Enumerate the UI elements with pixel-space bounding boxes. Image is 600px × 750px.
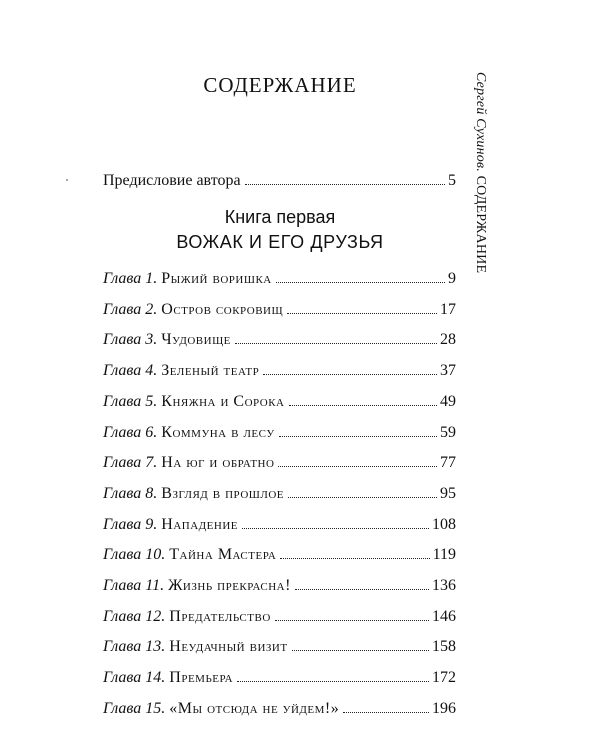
toc-entry-page: 37 — [440, 362, 456, 380]
chapter-title: На юг и обратно — [161, 454, 275, 472]
toc-entry-label — [103, 638, 288, 656]
chapter-number: Глава 6. — [103, 423, 158, 441]
leader-dots — [289, 405, 438, 406]
leader-dots — [242, 528, 429, 529]
toc-entry-label — [103, 331, 231, 349]
toc-entry-chapter[interactable] — [103, 577, 456, 595]
leader-dots — [276, 282, 445, 283]
print-mark — [66, 179, 68, 181]
toc-entry-page: 59 — [440, 423, 456, 441]
leader-dots — [292, 650, 429, 651]
running-head-section: СОДЕРЖАНИЕ — [473, 175, 488, 274]
leader-dots — [343, 712, 429, 713]
toc-entry-page: 17 — [440, 300, 456, 318]
toc-entry-label — [103, 608, 271, 626]
toc-entry-page: 95 — [440, 484, 456, 502]
page-title: СОДЕРЖАНИЕ — [203, 73, 357, 97]
chapter-number: Глава 13. — [103, 638, 166, 656]
toc-entry-chapter[interactable] — [103, 516, 456, 534]
chapter-number: Глава 8. — [103, 484, 158, 502]
toc-entry-chapter[interactable] — [103, 546, 456, 564]
toc-entry-page: 77 — [440, 454, 456, 472]
chapter-title: Премьера — [169, 669, 234, 687]
toc-entry-page: 119 — [432, 546, 456, 564]
toc-entry-page: 108 — [432, 515, 456, 533]
chapter-title: Нападение — [161, 515, 238, 533]
chapter-title: Неудачный визит — [169, 638, 288, 656]
toc-entry-label — [103, 424, 275, 442]
chapter-number: Глава 4. — [103, 362, 158, 380]
leader-dots — [235, 343, 437, 344]
leader-dots — [275, 620, 429, 621]
toc-entry-chapter[interactable] — [103, 362, 456, 380]
chapter-number: Глава 12. — [103, 607, 166, 625]
toc-entry-page: 5 — [448, 172, 456, 189]
toc-entry-label — [103, 270, 272, 288]
toc-entry-label — [103, 546, 276, 564]
toc-entry-chapter[interactable] — [103, 608, 456, 626]
toc-entry-chapter[interactable] — [103, 331, 456, 349]
toc-entry-page: 196 — [432, 699, 456, 717]
toc-entry-chapter[interactable] — [103, 393, 456, 411]
chapter-number: Глава 5. — [103, 392, 158, 410]
chapter-title: Тайна Мастера — [169, 546, 277, 564]
chapter-title: Зеленый театр — [161, 362, 260, 380]
chapter-number: Глава 2. — [103, 300, 158, 318]
toc-entry-label — [103, 700, 339, 718]
chapter-title: Взгляд в прошлое — [161, 484, 284, 502]
chapter-number: Глава 10. — [103, 546, 166, 564]
toc-entry-page: 49 — [440, 392, 456, 410]
toc-entry-label — [103, 393, 285, 411]
chapter-number: Глава 11. — [103, 577, 165, 594]
chapter-title: Рыжий воришка — [161, 270, 272, 287]
leader-dots — [245, 184, 445, 185]
chapter-number: Глава 14. — [103, 669, 166, 687]
running-head — [472, 72, 488, 273]
leader-dots — [279, 436, 437, 437]
chapter-title: Коммуна в лесу — [161, 423, 275, 441]
toc-entry-label: Предисловие автора — [103, 172, 241, 189]
chapter-number: Глава 1. — [103, 270, 158, 287]
chapter-title: Остров сокровищ — [161, 300, 284, 318]
chapter-number: Глава 3. — [103, 331, 158, 349]
toc-entry-label — [103, 669, 233, 687]
chapter-title: Жизнь прекрасна! — [168, 577, 291, 594]
chapter-title: Княжна и Сорока — [161, 392, 285, 410]
toc-entry-label — [103, 485, 284, 503]
running-head-author: Сергей Сухинов. — [473, 72, 488, 172]
toc-entry-chapter[interactable] — [103, 270, 456, 288]
leader-dots — [295, 589, 429, 590]
chapter-number: Глава 7. — [103, 454, 158, 472]
toc-entry-label — [103, 454, 274, 472]
book-subtitle: Книга первая — [224, 207, 336, 227]
toc-entry-page: 146 — [432, 607, 456, 625]
book-title: ВОЖАК И ЕГО ДРУЗЬЯ — [176, 232, 384, 252]
toc-entry-chapter[interactable] — [103, 454, 456, 472]
toc-entry-page: 136 — [432, 577, 456, 594]
toc-entry-page: 172 — [432, 669, 456, 687]
chapter-title: Предательство — [169, 607, 271, 625]
toc-entry-label — [103, 362, 259, 380]
chapter-number: Глава 9. — [103, 515, 158, 533]
toc-entry-page: 9 — [448, 270, 456, 287]
leader-dots — [287, 313, 437, 314]
toc-entry-page: 28 — [440, 331, 456, 349]
toc-entry-chapter[interactable] — [103, 669, 456, 687]
toc-entry-chapter[interactable] — [103, 485, 456, 503]
leader-dots — [280, 558, 429, 559]
toc-entry-label — [103, 516, 238, 534]
toc-entry-chapter[interactable] — [103, 301, 456, 319]
leader-dots — [278, 466, 437, 467]
toc-entry-label — [103, 577, 291, 595]
leader-dots — [263, 374, 437, 375]
toc-entry-chapter[interactable] — [103, 638, 456, 656]
toc-entry-label — [103, 301, 283, 319]
toc-entry-page: 158 — [432, 638, 456, 656]
toc-entry-chapter[interactable] — [103, 424, 456, 442]
leader-dots — [288, 497, 437, 498]
chapter-number: Глава 15. — [103, 699, 166, 717]
chapter-title: «Мы отсюда не уйдем!» — [169, 699, 340, 717]
toc-entry-preface[interactable] — [103, 172, 456, 190]
toc-entry-chapter[interactable] — [103, 700, 456, 718]
chapter-title: Чудовище — [161, 331, 231, 349]
leader-dots — [237, 681, 429, 682]
